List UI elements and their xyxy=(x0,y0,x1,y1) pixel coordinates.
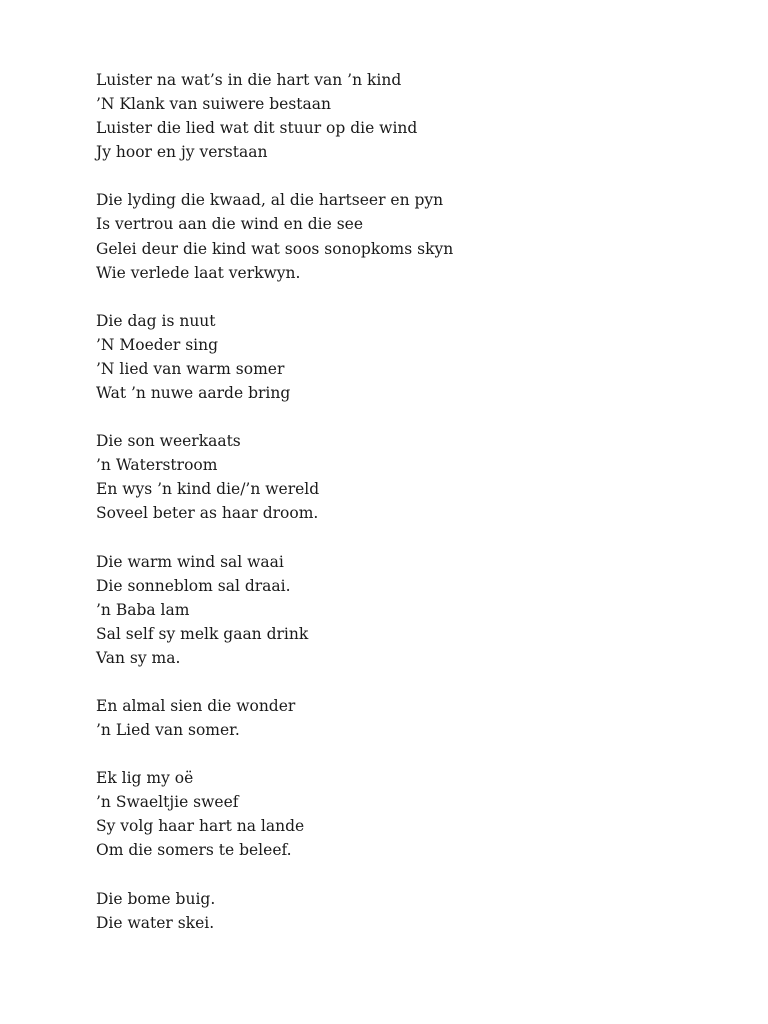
poem-line: ’n Waterstroom xyxy=(96,456,218,475)
stanza-2 xyxy=(96,188,696,284)
poem-line: ’n Swaeltjie sweef xyxy=(96,793,239,812)
stanza-6 xyxy=(96,694,696,742)
poem-line: Van sy ma. xyxy=(96,648,181,667)
poem-line: En wys ’n kind die/’n wereld xyxy=(96,480,320,499)
poem-line: ’N Klank van suiwere bestaan xyxy=(96,95,331,114)
poem-line: Sal self sy melk gaan drink xyxy=(96,624,309,643)
poem-line: Die dag is nuut xyxy=(96,311,216,330)
stanza-8 xyxy=(96,887,696,935)
poem-line: Om die somers te beleef. xyxy=(96,841,292,860)
stanza-1 xyxy=(96,68,696,164)
poem-line: Die warm wind sal waai xyxy=(96,552,284,571)
poem-line: Is vertrou aan die wind en die see xyxy=(96,215,364,234)
poem-line: Die bome buig. xyxy=(96,889,216,908)
stanza-5 xyxy=(96,550,696,670)
poem-line: Wat ’n nuwe aarde bring xyxy=(96,384,291,403)
poem-line: Ek lig my oë xyxy=(96,769,194,788)
poem-line: Die lyding die kwaad, al die hartseer en pyn xyxy=(96,191,444,210)
poem-line: ’N Moeder sing xyxy=(96,335,219,354)
poem-line: En almal sien die wonder xyxy=(96,696,296,715)
poem-line: Luister na wat’s in die hart van ’n kind xyxy=(96,71,402,89)
poem-line: ’N lied van warm somer xyxy=(96,359,285,378)
poem-line: Jy hoor en jy verstaan xyxy=(96,143,268,162)
stanza-7 xyxy=(96,766,696,862)
poem-line: Gelei deur die kind wat soos sonopkoms skyn xyxy=(96,239,454,258)
poem-line: ’n Baba lam xyxy=(96,600,190,619)
poem-line: Luister die lied wat dit stuur op die wind xyxy=(96,119,418,138)
poem-line: Die son weerkaats xyxy=(96,432,241,451)
stanza-3 xyxy=(96,309,696,405)
poem-line: ’n Lied van somer. xyxy=(96,721,240,740)
poem-line: Wie verlede laat verkwyn. xyxy=(96,263,301,282)
poem-line: Sy volg haar hart na lande xyxy=(96,817,305,836)
poem-line: Die water skei. xyxy=(96,913,215,932)
poem-line: Die sonneblom sal draai. xyxy=(96,576,291,595)
stanza-4 xyxy=(96,429,696,525)
poem-line: Soveel beter as haar droom. xyxy=(96,504,319,523)
poem-page xyxy=(96,68,696,959)
